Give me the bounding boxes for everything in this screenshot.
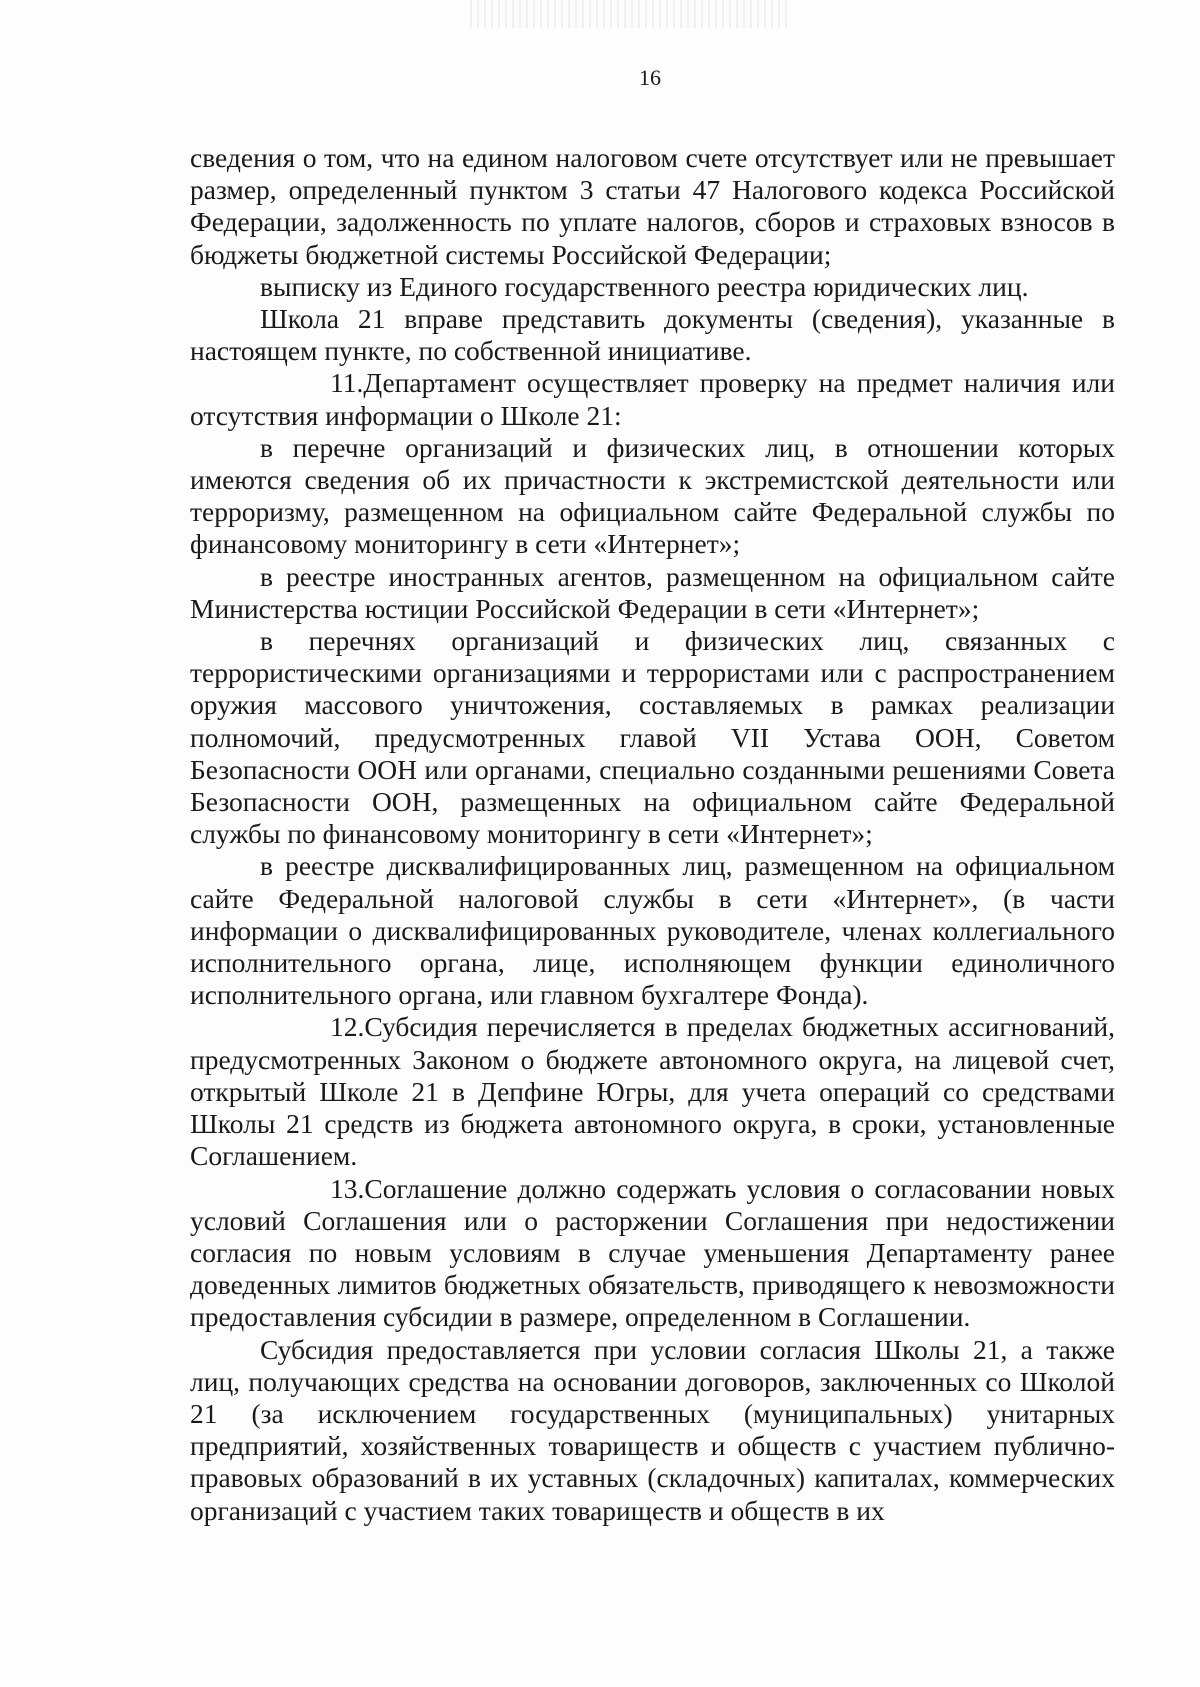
paragraph-number: 11. bbox=[330, 367, 364, 399]
page-number: 16 bbox=[639, 65, 661, 90]
paragraph-text: Департамент осуществляет проверку на предмет наличия или отсутствия информации о Школе 21: bbox=[190, 367, 1115, 431]
paragraph-text: в реестре дисквалифицированных лиц, размещенном на официальном сайте Федеральной налоговой службы в сети «Интернет», (в части информации о дисквалифицированных руководителе, членах коллегиального исполнительного органа, лице, исполняющем функции единоличного исполнительного органа, или главном бухгалтере Фонда). bbox=[190, 850, 1115, 1011]
paragraph bbox=[190, 142, 1115, 271]
paragraph bbox=[190, 303, 1115, 367]
paragraph-text: Субсидия предоставляется при условии согласия Школы 21, а также лиц, получающих средства на основании договоров, заключенных со Школой 21 (за исключением государственных (муниципальных) унитарных предприятий, хозяйственных товариществ и обществ с участием публично-правовых образований в их уставных (складочных) капиталах, коммерческих организаций с участием таких товариществ и обществ в их bbox=[190, 1333, 1115, 1526]
paragraph-number: 13. bbox=[330, 1172, 365, 1204]
paragraph-text: выписку из Единого государственного реестра юридических лиц. bbox=[260, 270, 1029, 302]
document-body bbox=[190, 142, 1115, 1527]
paragraph-number: 12. bbox=[330, 1011, 365, 1043]
paragraph bbox=[190, 850, 1115, 1011]
paragraph bbox=[190, 625, 1115, 850]
paragraph-text: в реестре иностранных агентов, размещенном на официальном сайте Министерства юстиции Российской Федерации в сети «Интернет»; bbox=[190, 560, 1115, 624]
paragraph bbox=[190, 1334, 1115, 1527]
paragraph-text: Субсидия перечисляется в пределах бюджетных ассигнований, предусмотренных Законом о бюджете автономного округа, на лицевой счет, открытый Школе 21 в Депфине Югры, для учета операций со средствами Школы 21 средств из бюджета автономного округа, в сроки, установленные Соглашением. bbox=[190, 1011, 1115, 1172]
paragraph-text: Школа 21 вправе представить документы (сведения), указанные в настоящем пункте, по собственной инициативе. bbox=[190, 303, 1115, 367]
paragraph bbox=[190, 561, 1115, 625]
paragraph bbox=[190, 432, 1115, 561]
scan-artifact bbox=[470, 0, 790, 28]
paragraph bbox=[190, 271, 1115, 303]
paragraph-text: в перечнях организаций и физических лиц, связанных с террористическими организациями и террористами или с распространением оружия массового уничтожения, составляемых в рамках реализации полномочий, предусмотренных главой VII Устава ООН, Советом Безопасности ООН или органами, специально созданными решениями Совета Безопасности ООН, размещенных на официальном сайте Федеральной службы по финансовому мониторингу в сети «Интернет»; bbox=[190, 625, 1115, 850]
paragraph-numbered bbox=[190, 1011, 1115, 1172]
paragraph-text: в перечне организаций и физических лиц, в отношении которых имеются сведения об их причастности к экстремистской деятельности или терроризму, размещенном на официальном сайте Федеральной службы по финансовому мониторингу в сети «Интернет»; bbox=[190, 431, 1115, 560]
paragraph-numbered bbox=[190, 1173, 1115, 1334]
paragraph-numbered bbox=[190, 367, 1115, 431]
paragraph-text: Соглашение должно содержать условия о согласовании новых условий Соглашения или о расторжении Соглашения при недостижении согласия по новым условиям в случае уменьшения Департаменту ранее доведенных лимитов бюджетных обязательств, приводящего к невозможности предоставления субсидии в размере, определенном в Соглашении. bbox=[190, 1172, 1115, 1333]
paragraph-text: сведения о том, что на едином налоговом счете отсутствует или не превышает размер, определенный пунктом 3 статьи 47 Налогового кодекса Российской Федерации, задолженность по уплате налогов, сборов и страховых взносов в бюджеты бюджетной системы Российской Федерации; bbox=[190, 142, 1115, 270]
